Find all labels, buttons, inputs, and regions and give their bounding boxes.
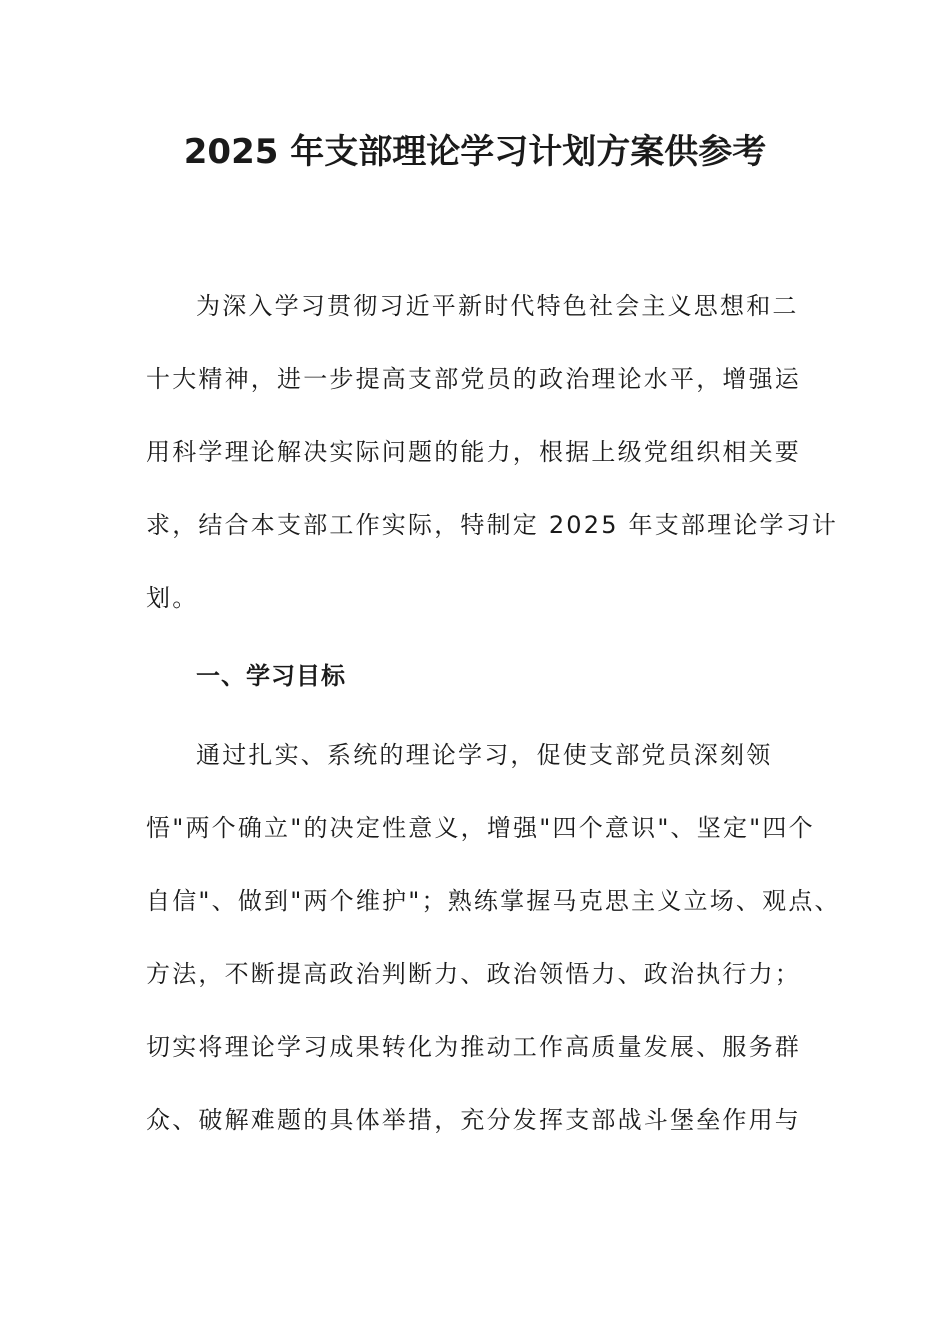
section1-line-5: 切实将理论学习成果转化为推动工作高质量发展、服务群 xyxy=(146,1033,801,1061)
section1-line-4: 方法，不断提高政治判断力、政治领悟力、政治执行力； xyxy=(146,960,801,988)
section1-line-6: 众、破解难题的具体举措，充分发挥支部战斗堡垒作用与 xyxy=(146,1106,801,1134)
intro-line-3: 用科学理论解决实际问题的能力，根据上级党组织相关要 xyxy=(146,438,801,466)
intro-line-4: 求，结合本支部工作实际，特制定 2025 年支部理论学习计 xyxy=(146,511,839,539)
section-heading-goals: 一、学习目标 xyxy=(196,662,346,690)
intro-line-5: 划。 xyxy=(146,584,199,612)
intro-line-1: 为深入学习贯彻习近平新时代特色社会主义思想和二 xyxy=(196,292,799,320)
section1-line-2: 悟"两个确立"的决定性意义，增强"四个意识"、坚定"四个 xyxy=(146,814,815,842)
document-title: 2025 年支部理论学习计划方案供参考 xyxy=(183,132,767,172)
section1-line-1: 通过扎实、系统的理论学习，促使支部党员深刻领 xyxy=(196,741,773,769)
section1-line-3: 自信"、做到"两个维护"；熟练掌握马克思主义立场、观点、 xyxy=(146,887,841,915)
intro-line-2: 十大精神，进一步提高支部党员的政治理论水平，增强运 xyxy=(146,365,801,393)
